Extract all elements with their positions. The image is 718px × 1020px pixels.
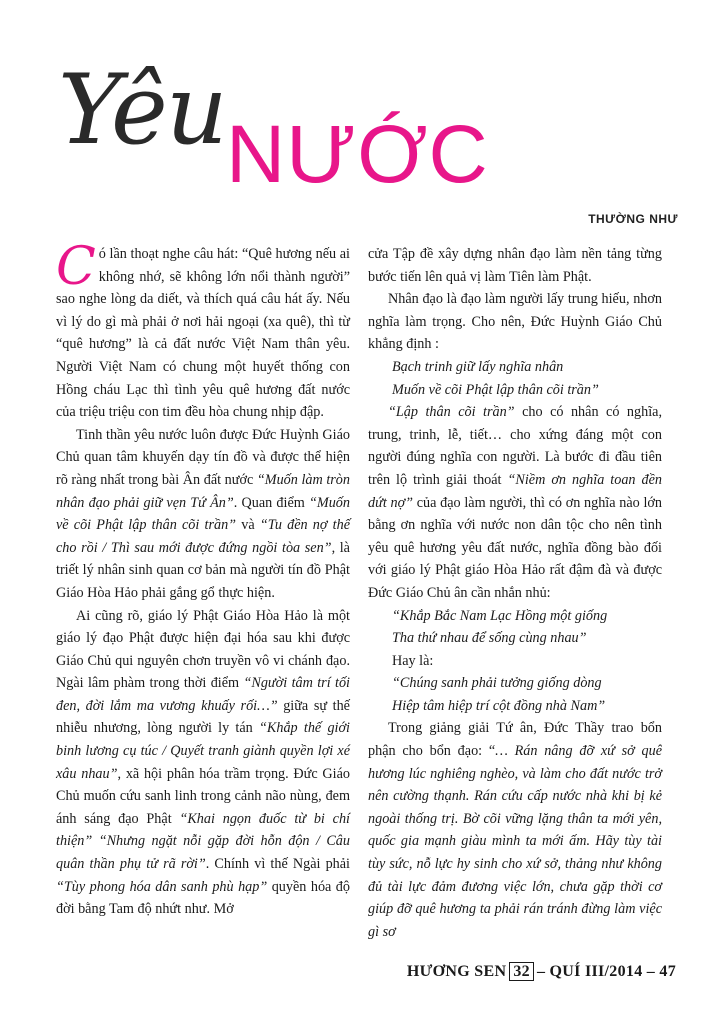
text-run: , là triết lý nhân sinh quan cơ bản mà người tín đồ Phật Giáo Hòa Hảo phải gắng gổ thực hiện. (56, 539, 350, 601)
verse-line: “Khắp Bắc Nam Lạc Hồng một giống (392, 607, 608, 624)
verse-line: Hiệp tâm hiệp trí cột đồng nhà Nam” (392, 697, 606, 714)
verse-line: Muốn về cõi Phật lập thân cõi trần” (392, 381, 599, 398)
quote: “Lập thân cõi trần” (388, 404, 515, 421)
paragraph-4: Nhân đạo là đạo làm người lấy trung hiếu, nhơn nghĩa làm trọng. Cho nên, Đức Huỳnh Giáo Chủ khẳng định : (368, 291, 662, 353)
text-run: . Quan điểm (233, 494, 309, 511)
paragraph-5 (368, 401, 662, 604)
column-left (56, 237, 351, 921)
footer-issue-page: – QUÍ III/2014 – 47 (536, 963, 676, 980)
paragraph-continued: cửa Tập đề xây dựng nhân đạo làm nền tảng từng bước tiến lên quả vị làm Tiên làm Phật. (368, 246, 662, 285)
text-run: , xã hội phân hóa trầm trọng. Đức Giáo Chủ muốn cứu sanh linh trong cảnh não nùng, đem ánh sáng đạo Phật (56, 765, 351, 827)
text-run: giữa sự thế nhiễu nhương, lòng người ly tán (56, 697, 350, 737)
paragraph-2 (56, 424, 350, 605)
text-run: quyền hóa độ đời bằng Tam độ nhứt như. Mở (56, 878, 350, 918)
paragraph-3 (56, 605, 350, 921)
issue-number-box: 32 (509, 962, 534, 981)
quote: “Khai ngọn đuốc từ bi chí thiện” “Nhưng ngặt nỗi gặp đời hỗn độn / Câu quân thần phụ tử rã rời” (56, 810, 350, 873)
text-run: Trong giảng giải Tứ ân, Đức Thầy trao bổn phận cho bổn đạo: “ (368, 720, 662, 760)
paragraph-6 (368, 717, 662, 943)
quote: “Khắp thế giới binh lương cụ túc / Quyết tranh giành quyền lợi xé xâu nhau” (56, 720, 350, 782)
verse-line: Bạch trinh giữ lấy nghĩa nhân (392, 358, 564, 375)
text-run: Tinh thần yêu nước luôn được Đức Huỳnh Giáo Chủ quan tâm khuyến dạy tín đồ và được thể hiện rõ ràng nhất trong bài Ân đất nước (56, 426, 350, 488)
magazine-name: HƯƠNG SEN (406, 963, 507, 980)
title-script: Yêu (58, 54, 226, 166)
verse-line: “Chúng sanh phải tưởng giống dòng (392, 675, 602, 692)
column-right (368, 243, 662, 943)
quote: “Người tâm trí tối đen, đời lắm ma vương khuấy rối…” (56, 675, 350, 714)
quote: “Tu đền nợ thế cho rồi / Thì sau mới được đứng ngồi tòa sen” (56, 517, 350, 556)
drop-cap: C (56, 237, 96, 297)
quote: … Rán nâng đỡ xứ sở quê hương lúc nghiêng nghèo, và làm cho đất nước trở nên cường thạnh. Rán cứu cấp nước nhà khi bị kẻ ngoài thống trị. Bờ cõi vững lặng thân ta mới yên, quốc gia mạnh giàu mình ta mới ấm. Hãy tùy tài tùy sức, nỗ lực hy sinh cho xứ sở, thảng như không đủ tài lực đảm đương việc lớn, chưa gặp thời cơ giúp đỡ quê hương ta phải rán tránh đừng làm việc gì sơ (368, 743, 662, 940)
text-run: Ai cũng rõ, giáo lý Phật Giáo Hòa Hảo là một giáo lý đạo Phật được hiện đại hóa sau khi được Giáo Chủ qui nguyên chơn truyền vô vi chánh đạo. Ngài lâm phàm trong thời điểm (56, 607, 350, 692)
author-name: THƯỜNG NHƯ (588, 212, 678, 226)
quote: “Muốn về cõi Phật lập thân cõi trần” (56, 494, 350, 534)
text-run: . Chính vì thế Ngài phải (205, 856, 350, 873)
text-run: của đạo làm người, thì có ơn nghĩa nào lớn bằng ơn nghĩa với nước non dân tộc cho nên tình yêu quê hương yêu đất nước, nghĩa đồng bào đối với giáo lý Phật giáo Hòa Hảo rất đậm đà và được Đức Giáo Chủ ân cần nhắn nhủ: (368, 494, 662, 601)
quote: “Tùy phong hóa dân sanh phù hạp” (56, 878, 268, 895)
text-run: và (236, 517, 260, 534)
title-main: NƯỚC (226, 109, 489, 200)
quote: “Muốn làm tròn nhân đạo phải giữ vẹn Tứ Ân” (56, 471, 350, 511)
verse-line: Tha thứ nhau để sống cùng nhau” (392, 630, 587, 647)
page-footer (407, 962, 676, 981)
quote: “Niềm ơn nghĩa toan đền dứt nợ” (368, 471, 663, 511)
text-run: cho có nhân có nghĩa, trung, trinh, lễ, tiết… cho xứng đáng một con người đúng nghĩa con người. Là bước đi đầu tiên trên lộ trình giải thoát (368, 404, 662, 488)
hay-la-label: Hay là: (392, 652, 434, 669)
paragraph-1 (56, 237, 350, 424)
paragraph-1-text: ó lần thoạt nghe câu hát: “Quê hương nếu ai không nhớ, sẽ không lớn nổi thành người” sao nghe lòng da diết, và thích quá câu hát ấy. Nếu vì lý do gì mà phải ở nơi hải ngoại (xa quê), thì từ “quê hương” là cả đất nước Việt Nam thân yêu. Người Việt Nam có chung một huyết thống con Hồng cháu Lạc thì tình yêu quê hương đất nước của triệu triệu con tim đều hòa chung nhịp đập. (56, 246, 350, 421)
